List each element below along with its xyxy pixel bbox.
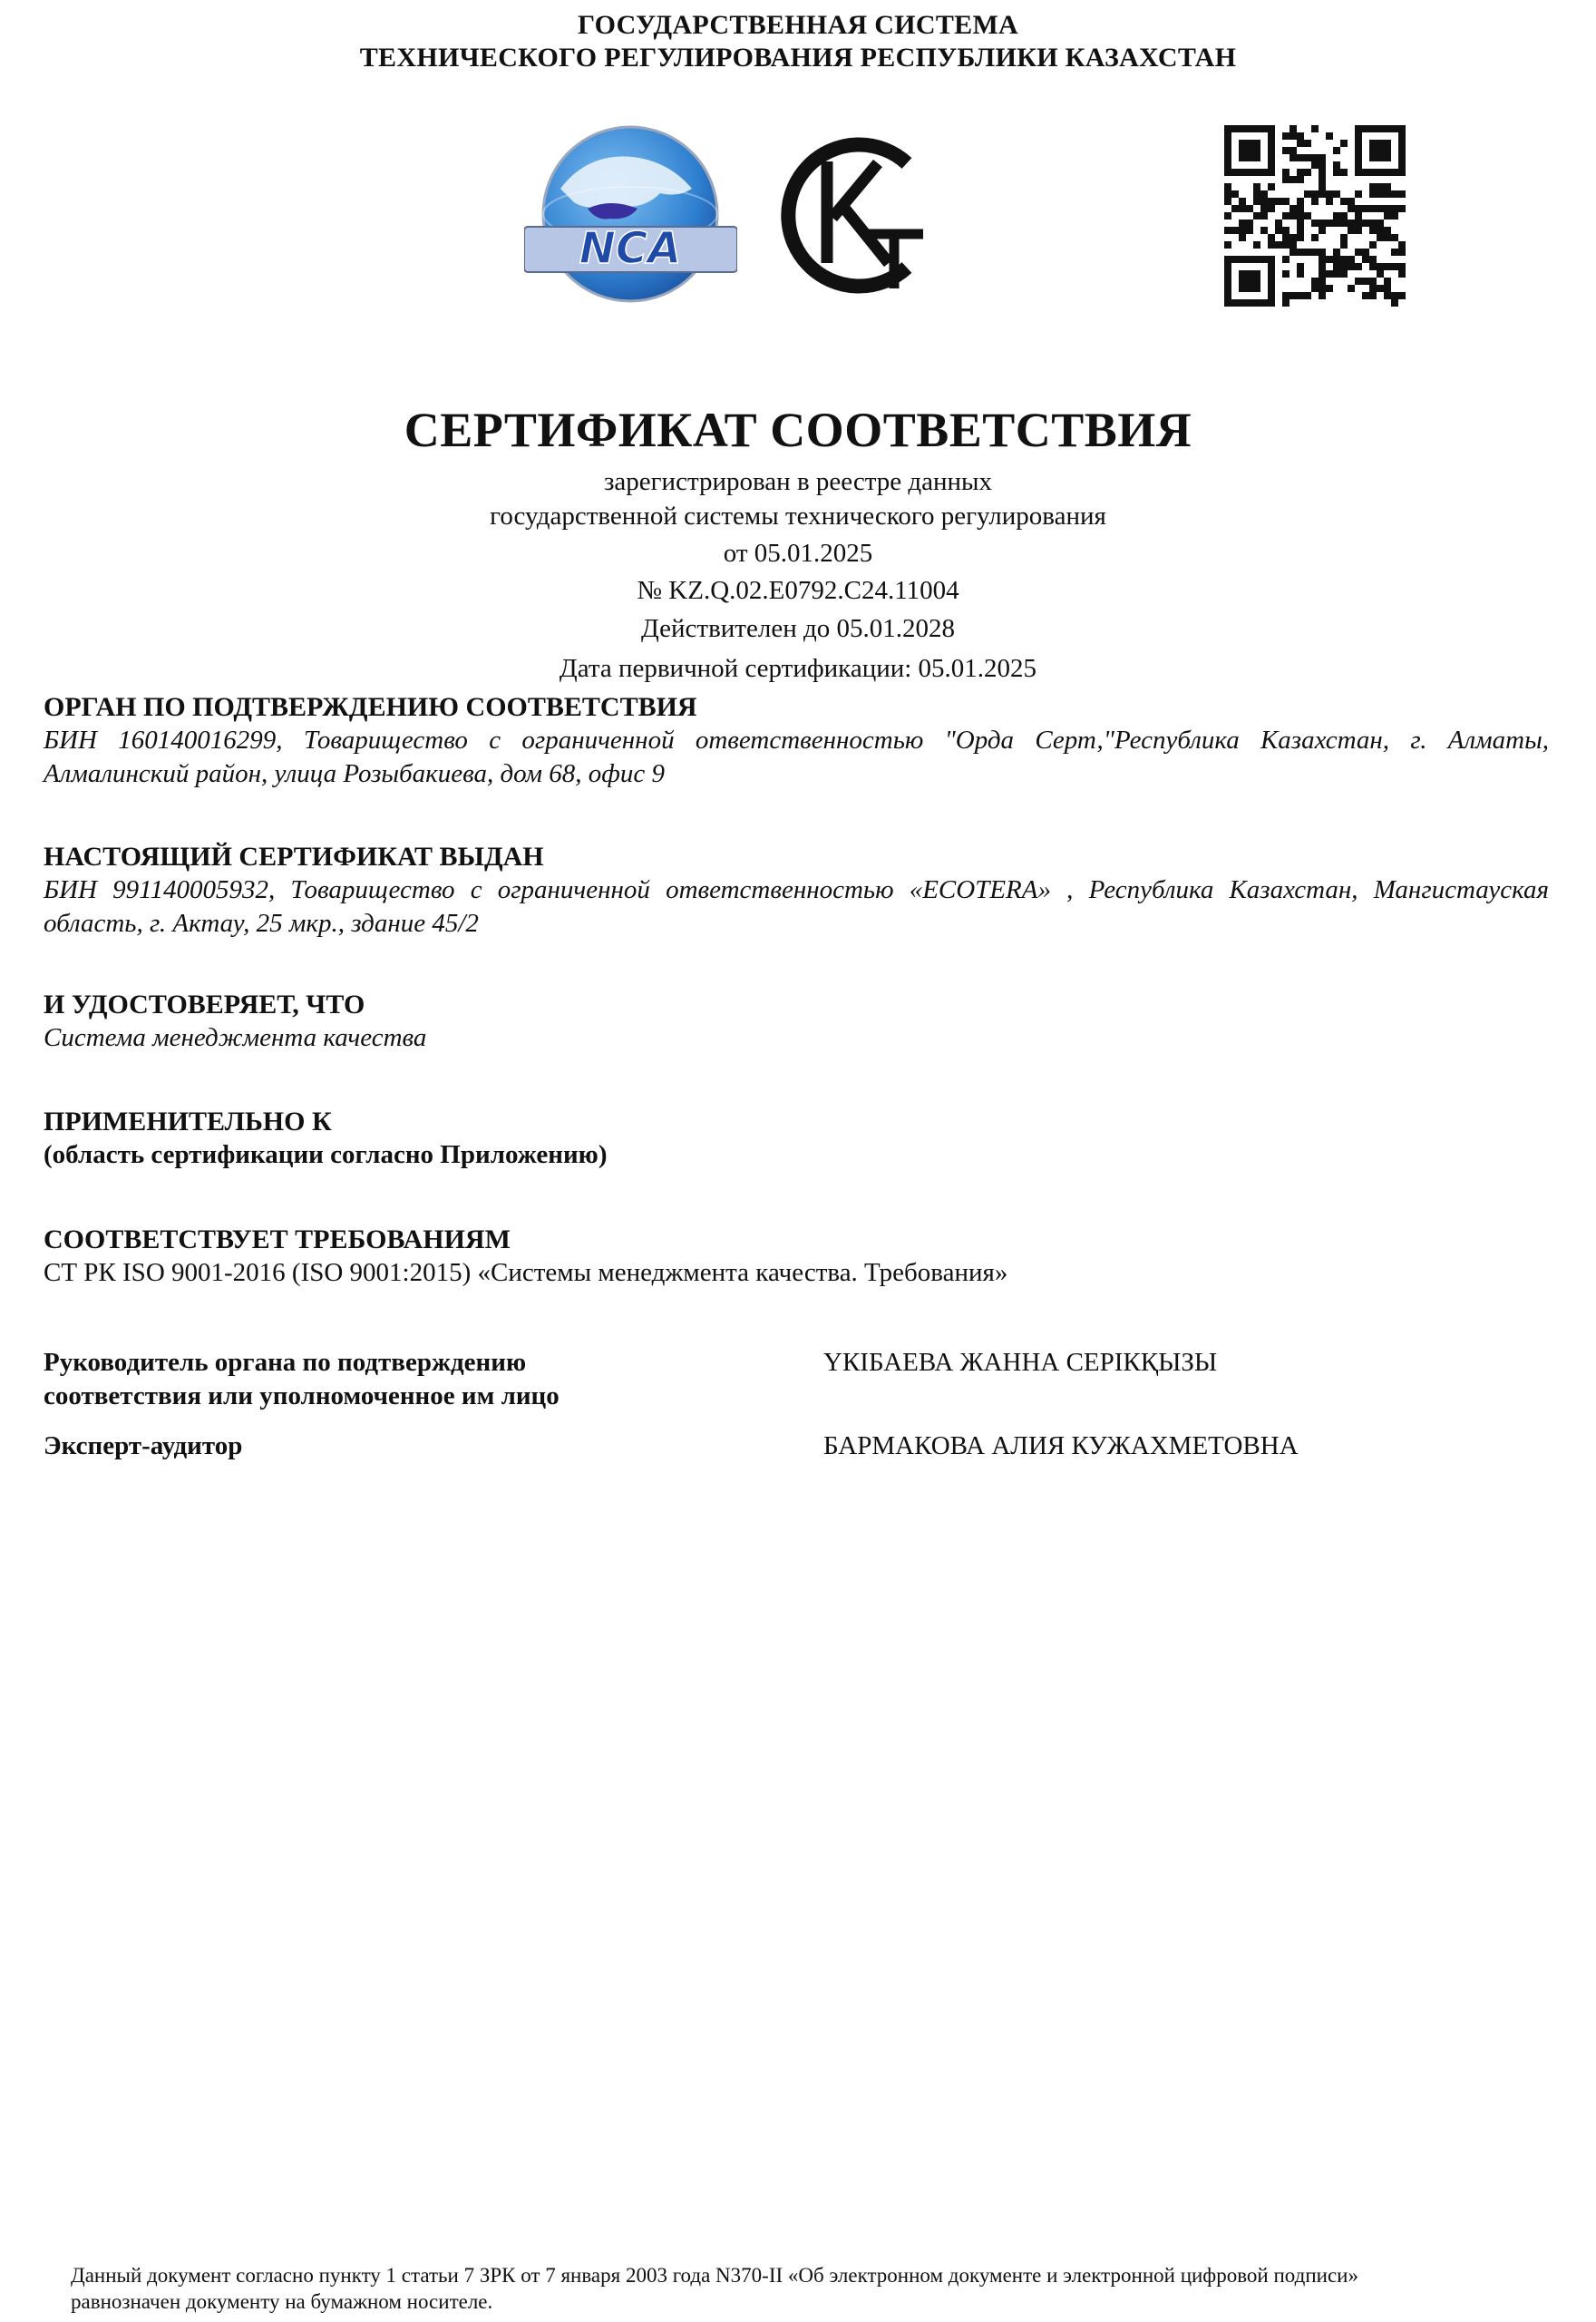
section-title: ОРГАН ПО ПОДТВЕРЖДЕНИЮ СООТВЕТСТВИЯ (44, 692, 697, 722)
section-title: И УДОСТОВЕРЯЕТ, ЧТО (44, 990, 365, 1020)
nca-logo (524, 125, 737, 307)
section-title: НАСТОЯЩИЙ СЕРТИФИКАТ ВЫДАН (44, 842, 544, 872)
kt-conformity-icon (771, 127, 934, 304)
section-applicable-to (44, 1106, 1549, 1172)
section-body: Система менеджмента качества (44, 1023, 427, 1052)
head-signatory-name: ҮКІБАЕВА ЖАННА СЕРІКҚЫЗЫ (823, 1348, 1218, 1377)
section-title: ПРИМЕНИТЕЛЬНО К (44, 1107, 332, 1137)
head-label-line-1: Руководитель органа по подтверждению (44, 1348, 527, 1377)
certificate-number: № KZ.Q.02.E0792.C24.11004 (637, 576, 959, 605)
footer-line-2: равнозначен документу на бумажном носителе. (71, 2290, 493, 2313)
footer-legal-note (71, 2262, 1531, 2315)
initial-certification-date: Дата первичной сертификации: 05.01.2025 (559, 654, 1037, 683)
section-body: (область сертификации согласно Приложению) (44, 1140, 608, 1169)
header-line-1: ГОСУДАРСТВЕННАЯ СИСТЕМА (577, 10, 1019, 40)
certificate-title: СЕРТИФИКАТ СООТВЕТСТВИЯ (404, 403, 1192, 457)
header-line-2: ТЕХНИЧЕСКОГО РЕГУЛИРОВАНИЯ РЕСПУБЛИКИ КАЗАХСТАН (359, 43, 1237, 73)
head-signatory-label (44, 1346, 751, 1413)
section-body: БИН 991140005932, Товарищество с ограниченной ответственностью «ECOTERA» , Республика Казахстан, Мангистауская область, г. Актау, 25 мкр., здание 45/2 (44, 875, 1549, 938)
qr-code-icon (1224, 125, 1406, 307)
expert-auditor-label: Эксперт-аудитор (44, 1431, 243, 1460)
section-certification-body (44, 691, 1549, 791)
valid-until: Действителен до 05.01.2028 (641, 614, 955, 643)
section-body: БИН 160140016299, Товарищество с ограниченной ответственностью "Орда Серт,"Республика Казахстан, г. Алматы, Алмалинский район, улица Розыбакиева, дом 68, офис 9 (44, 726, 1549, 788)
registration-line-1: зарегистрирован в реестре данных (603, 467, 993, 496)
registration-line-2: государственной системы технического регулирования (490, 502, 1106, 531)
section-issued-to (44, 841, 1549, 941)
head-label-line-2: соответствия или уполномоченное им лицо (44, 1381, 560, 1410)
section-body: СТ РК ISO 9001-2016 (ISO 9001:2015) «Системы менеджмента качества. Требования» (44, 1258, 1008, 1287)
section-certifies (44, 989, 1549, 1055)
nca-logo-text: NCA (579, 223, 682, 274)
section-title: СООТВЕТСТВУЕТ ТРЕБОВАНИЯМ (44, 1224, 511, 1254)
footer-line-1: Данный документ согласно пункту 1 статьи 7 ЗРК от 7 января 2003 года N370-II «Об электронном документе и электронной цифровой подписи» (71, 2264, 1358, 2287)
registration-date: от 05.01.2025 (723, 539, 873, 568)
section-complies-with (44, 1224, 1549, 1290)
expert-auditor-name: БАРМАКОВА АЛИЯ КУЖАХМЕТОВНА (823, 1431, 1299, 1460)
